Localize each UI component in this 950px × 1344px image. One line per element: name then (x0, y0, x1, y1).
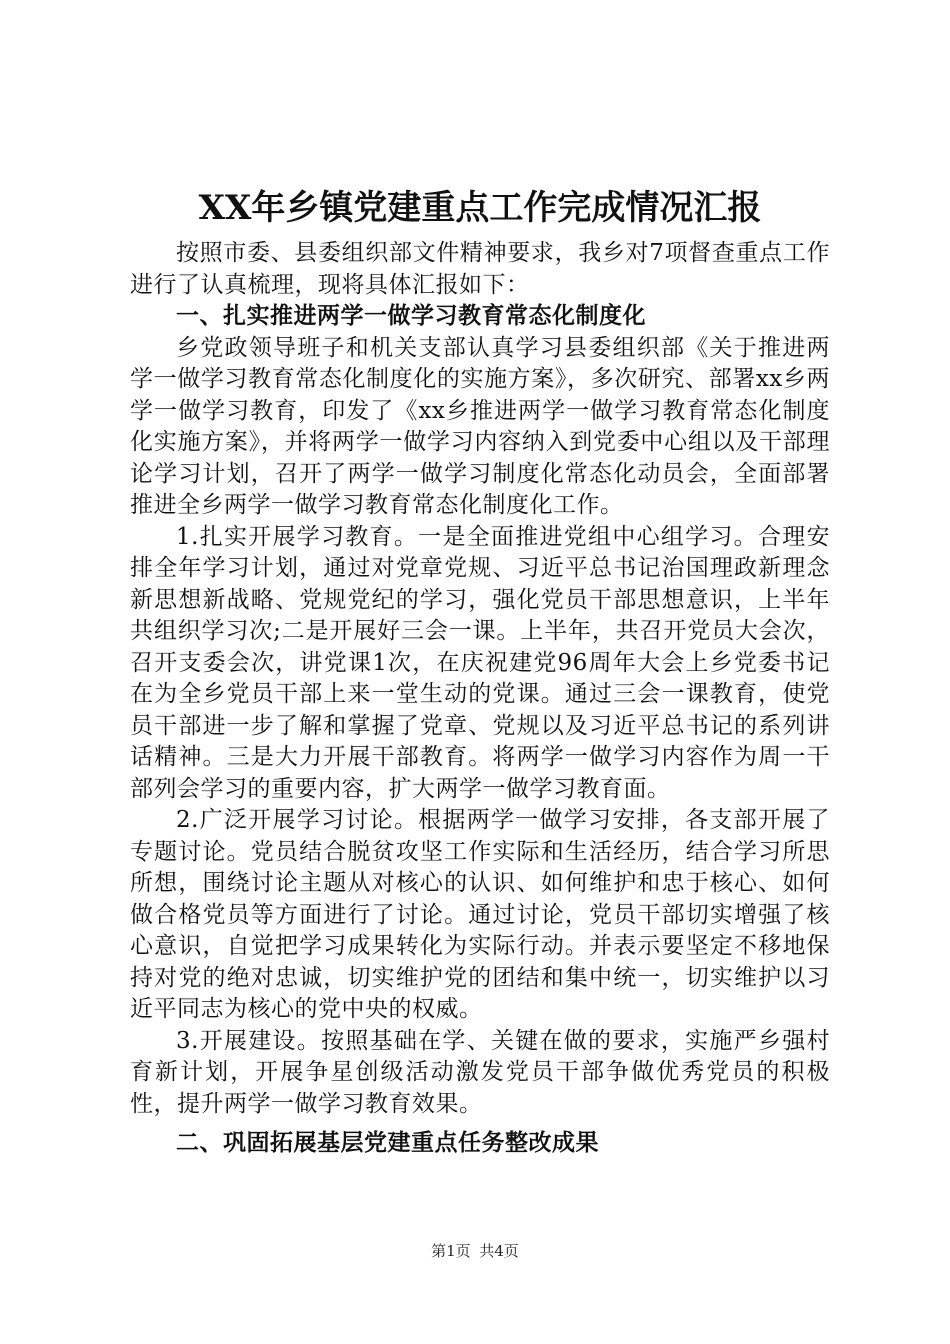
page-title: XX年乡镇党建重点工作完成情况汇报 (198, 188, 762, 228)
section-heading-2: 二、巩固拓展基层党建重点任务整改成果 (176, 1130, 599, 1156)
section-heading-1: 一、扎实推进两学一做学习教育常态化制度化 (176, 303, 646, 329)
page-footer (0, 1241, 950, 1261)
section1-paragraph-4: 3.开展建设。按照基础在学、关键在做的要求，实施严乡强村育新计划，开展争星创级活动激发党员干部争做优秀党员的积极性，提升两学一做学习教育效果。 (130, 1027, 830, 1117)
section1-paragraph-3: 2.广泛开展学习讨论。根据两学一做学习安排，各支部开展了专题讨论。党员结合脱贫攻坚工作实际和生活经历，结合学习所思所想，围绕讨论主题从对核心的认识、如何维护和忠于核心、如何做合格党员等方面进行了讨论。通过讨论，党员干部切实增强了核心意识，自觉把学习成果转化为实际行动。并表示要坚定不移地保持对党的绝对忠诚，切实维护党的团结和集中统一，切实维护以习近平同志为核心的党中央的权威。 (130, 807, 830, 1022)
document-body (130, 182, 830, 1160)
section1-paragraph-2: 1.扎实开展学习教育。一是全面推进党组中心组学习。合理安排全年学习计划，通过对党章党规、习近平总书记治国理政新理念新思想新战略、党规党纪的学习，强化党员干部思想意识，上半年共组织学习次;二是开展好三会一课。上半年，共召开党员大会次，召开支委会次，讲党课1次，在庆祝建党96周年大会上乡党委书记在为全乡党员干部上来一堂生动的党课。通过三会一课教育，使党员干部进一步了解和掌握了党章、党规以及习近平总书记的系列讲话精神。三是大力开展干部教育。将两学一做学习内容作为周一干部列会学习的重要内容，扩大两学一做学习教育面。 (130, 523, 830, 802)
page-number-total: 共4页 (479, 1242, 519, 1260)
section1-paragraph-1: 乡党政领导班子和机关支部认真学习县委组织部《关于推进两学一做学习教育常态化制度化的实施方案》，多次研究、部署xx乡两学一做学习教育，印发了《xx乡推进两学一做学习教育常态化制度化实施方案》，并将两学一做学习内容纳入到党委中心组以及干部理论学习计划，召开了两学一做学习制度化常态化动员会，全面部署推进全乡两学一做学习教育常态化制度化工作。 (130, 334, 830, 518)
page-number-current: 第1页 (431, 1242, 471, 1260)
intro-paragraph: 按照市委、县委组织部文件精神要求，我乡对7项督查重点工作进行了认真梳理，现将具体汇报如下： (130, 240, 830, 298)
